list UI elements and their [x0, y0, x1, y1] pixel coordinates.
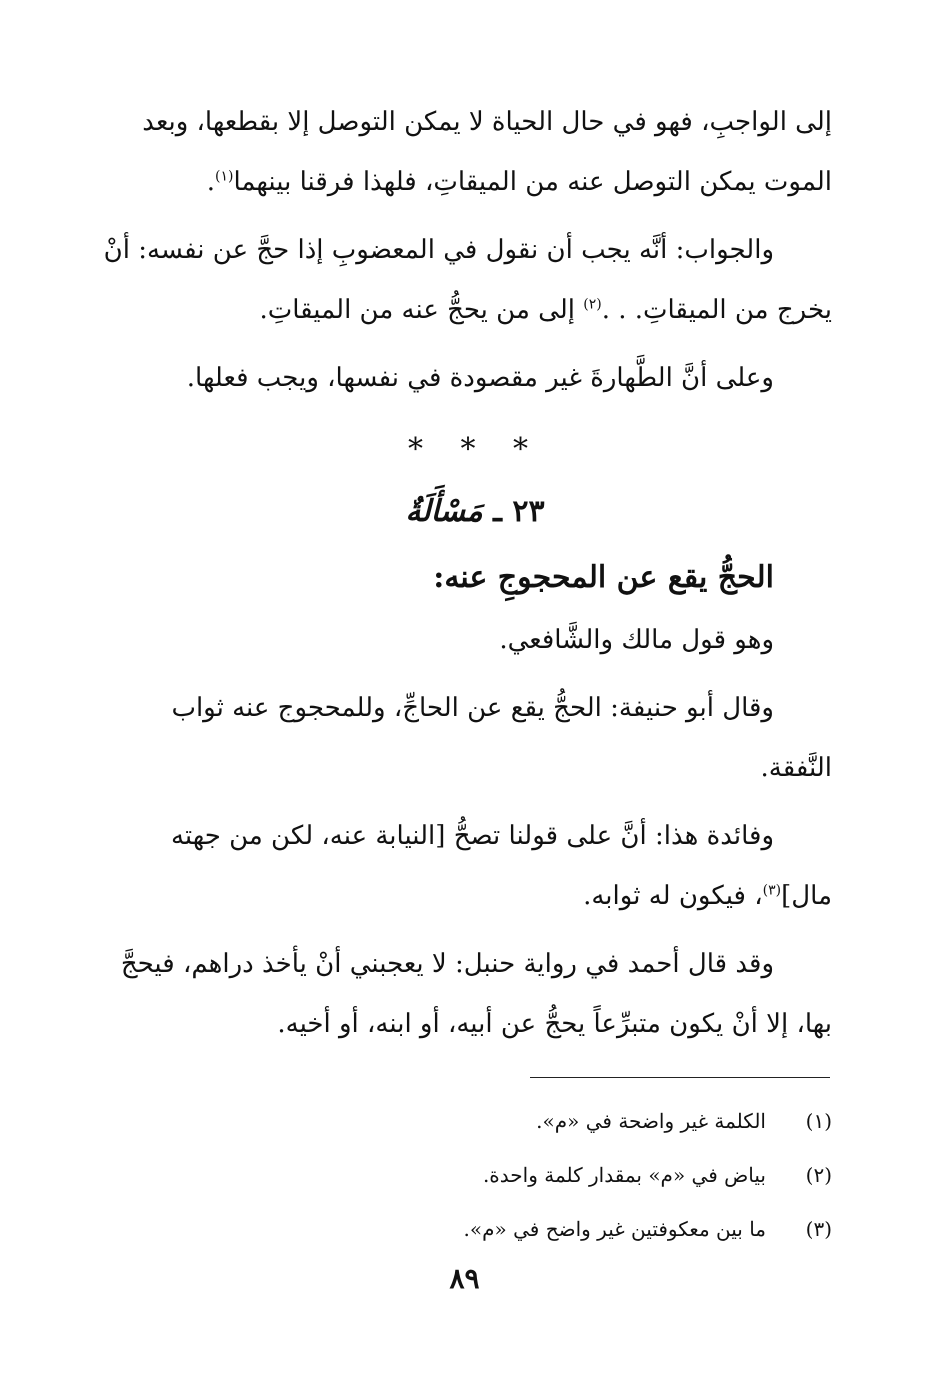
text-segment: مال]: [781, 881, 832, 911]
footnote-ref[interactable]: (١): [215, 168, 234, 185]
paragraph-4: [118, 610, 832, 670]
text-line: [118, 152, 832, 212]
text-segment: الموت يمكن التوصل عنه من الميقاتِ، فلهذا فرقنا بينهما: [233, 167, 832, 197]
section-separator: * * *: [407, 432, 543, 467]
section-word: مَسْأَلَةٌ: [405, 494, 483, 529]
footnote-number: (١): [805, 1109, 832, 1133]
paragraph-3: [118, 348, 832, 408]
text-segment: ، فيكون له ثوابه.: [583, 881, 763, 911]
text-line: وفائدة هذا: أنَّ على قولنا تصحُّ [النيابة عنه، لكن من جهته: [170, 821, 774, 851]
text-line: والجواب: أنَّه يجب أن نقول في المعضوبِ إذا حجَّ عن نفسه: أنْ: [103, 235, 774, 265]
text-line: النَّفقة.: [760, 753, 832, 783]
text-line: [118, 280, 832, 340]
paragraph-2: [103, 220, 832, 340]
footnote-text: ما بين معكوفتين غير واضح في «م».: [463, 1217, 766, 1241]
footnote-divider: [530, 1077, 830, 1078]
footnote-text: بياض في «م» بمقدار كلمة واحدة.: [482, 1163, 766, 1187]
paragraph-6: [118, 806, 832, 926]
paragraph-5: [118, 678, 832, 798]
text-line: بها، إلا أنْ يكون متبرِّعاً يحجُّ عن أبيه، أو ابنه، أو أخيه.: [277, 1009, 832, 1039]
text-segment: إلى من يحجُّ عنه من الميقاتِ.: [259, 295, 584, 325]
text-line: إلى الواجبِ، فهو في حال الحياة لا يمكن التوصل إلا بقطعها، وبعد: [142, 107, 832, 137]
paragraph-1: [118, 92, 832, 212]
text-line: وقد قال أحمد في رواية حنبل: لا يعجبني أنْ يأخذ دراهم، فيحجَّ: [120, 949, 774, 979]
text-line: وقال أبو حنيفة: الحجُّ يقع عن الحاجِّ، وللمحجوج عنه ثواب: [171, 693, 774, 723]
section-number: ٢٣ ـ: [493, 494, 545, 529]
issue-heading: الحجُّ يقع عن المحجوجِ عنه:: [433, 560, 774, 595]
footnote-number: (٣): [805, 1217, 832, 1241]
text-segment: يخرج من الميقاتِ. . .: [601, 295, 832, 325]
footnote-item: [118, 1202, 832, 1256]
paragraph-7: [118, 934, 832, 1054]
footnotes: [118, 1094, 832, 1256]
page-number: ٨٩: [449, 1262, 480, 1295]
page-body: [103, 92, 832, 1062]
footnote-ref[interactable]: (٣): [762, 882, 782, 899]
text-line: وهو قول مالك والشَّافعي.: [499, 625, 774, 655]
text-segment: .: [206, 167, 215, 197]
footnote-item: [118, 1148, 832, 1202]
text-line: [118, 866, 832, 926]
footnote-item: [118, 1094, 832, 1148]
section-title: [118, 484, 832, 540]
text-line: وعلى أنَّ الطَّهارةَ غير مقصودة في نفسها، ويجب فعلها.: [186, 363, 774, 393]
footnote-ref[interactable]: (٢): [583, 296, 602, 313]
footnote-text: الكلمة غير واضحة في «م».: [536, 1109, 766, 1133]
footnote-number: (٢): [805, 1163, 832, 1187]
